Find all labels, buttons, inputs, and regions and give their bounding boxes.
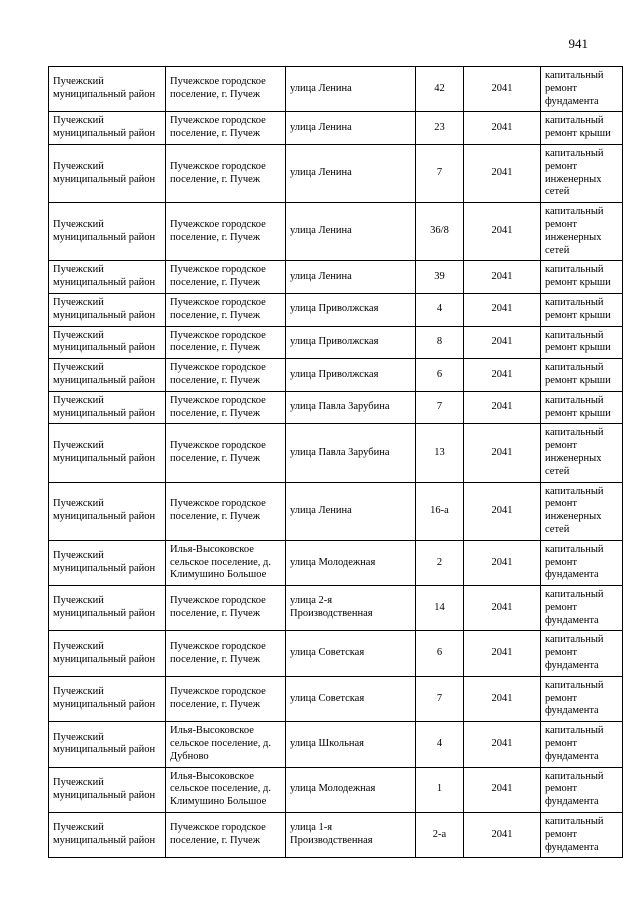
cell-work-type: капитальный ремонт крыши <box>541 326 623 359</box>
cell-district: Пучежский муниципальный район <box>49 359 166 392</box>
cell-district: Пучежский муниципальный район <box>49 261 166 294</box>
cell-year: 2041 <box>464 631 541 676</box>
cell-district: Пучежский муниципальный район <box>49 326 166 359</box>
cell-year: 2041 <box>464 424 541 482</box>
table-row <box>49 144 623 202</box>
cell-house-number: 13 <box>416 424 464 482</box>
cell-house-number: 6 <box>416 359 464 392</box>
cell-settlement: Пучежское городское поселение, г. Пучеж <box>166 631 286 676</box>
cell-year: 2041 <box>464 722 541 767</box>
cell-work-type: капитальный ремонт крыши <box>541 261 623 294</box>
cell-street: улица Школьная <box>286 722 416 767</box>
table-row <box>49 112 623 145</box>
cell-house-number: 6 <box>416 631 464 676</box>
cell-district: Пучежский муниципальный район <box>49 540 166 585</box>
cell-settlement: Илья-Высоковское сельское поселение, д. Дубново <box>166 722 286 767</box>
cell-settlement: Илья-Высоковское сельское поселение, д. Климушино Большое <box>166 767 286 812</box>
cell-work-type: капитальный ремонт фундамента <box>541 767 623 812</box>
cell-work-type: капитальный ремонт крыши <box>541 391 623 424</box>
cell-district: Пучежский муниципальный район <box>49 676 166 721</box>
cell-district: Пучежский муниципальный район <box>49 112 166 145</box>
cell-house-number: 7 <box>416 676 464 721</box>
cell-year: 2041 <box>464 261 541 294</box>
cell-year: 2041 <box>464 67 541 112</box>
cell-street: улица 2-я Производственная <box>286 586 416 631</box>
cell-year: 2041 <box>464 359 541 392</box>
table-row <box>49 67 623 112</box>
cell-settlement: Пучежское городское поселение, г. Пучеж <box>166 326 286 359</box>
cell-street: улица Ленина <box>286 67 416 112</box>
cell-work-type: капитальный ремонт фундамента <box>541 540 623 585</box>
cell-year: 2041 <box>464 540 541 585</box>
cell-street: улица Ленина <box>286 203 416 261</box>
cell-house-number: 2-а <box>416 813 464 858</box>
table-row <box>49 261 623 294</box>
cell-house-number: 7 <box>416 391 464 424</box>
cell-street: улица Ленина <box>286 261 416 294</box>
cell-district: Пучежский муниципальный район <box>49 144 166 202</box>
cell-street: улица Ленина <box>286 112 416 145</box>
cell-year: 2041 <box>464 482 541 540</box>
cell-house-number: 1 <box>416 767 464 812</box>
table-row <box>49 424 623 482</box>
cell-year: 2041 <box>464 144 541 202</box>
cell-house-number: 2 <box>416 540 464 585</box>
cell-street: улица Советская <box>286 676 416 721</box>
cell-work-type: капитальный ремонт фундамента <box>541 722 623 767</box>
cell-settlement: Пучежское городское поселение, г. Пучеж <box>166 482 286 540</box>
cell-work-type: капитальный ремонт крыши <box>541 112 623 145</box>
cell-district: Пучежский муниципальный район <box>49 67 166 112</box>
cell-street: улица Приволжская <box>286 326 416 359</box>
cell-settlement: Пучежское городское поселение, г. Пучеж <box>166 144 286 202</box>
cell-work-type: капитальный ремонт фундамента <box>541 676 623 721</box>
cell-work-type: капитальный ремонт инженерных сетей <box>541 144 623 202</box>
cell-district: Пучежский муниципальный район <box>49 631 166 676</box>
cell-house-number: 7 <box>416 144 464 202</box>
cell-house-number: 36/8 <box>416 203 464 261</box>
cell-settlement: Пучежское городское поселение, г. Пучеж <box>166 293 286 326</box>
cell-house-number: 4 <box>416 293 464 326</box>
cell-district: Пучежский муниципальный район <box>49 586 166 631</box>
cell-year: 2041 <box>464 293 541 326</box>
cell-year: 2041 <box>464 767 541 812</box>
cell-street: улица Приволжская <box>286 293 416 326</box>
table-row <box>49 540 623 585</box>
cell-district: Пучежский муниципальный район <box>49 813 166 858</box>
repair-schedule-table <box>48 66 623 858</box>
cell-district: Пучежский муниципальный район <box>49 391 166 424</box>
cell-work-type: капитальный ремонт крыши <box>541 293 623 326</box>
cell-settlement: Пучежское городское поселение, г. Пучеж <box>166 676 286 721</box>
cell-work-type: капитальный ремонт фундамента <box>541 631 623 676</box>
cell-street: улица Молодежная <box>286 540 416 585</box>
cell-district: Пучежский муниципальный район <box>49 203 166 261</box>
cell-year: 2041 <box>464 676 541 721</box>
cell-year: 2041 <box>464 326 541 359</box>
cell-street: улица 1-я Производственная <box>286 813 416 858</box>
cell-work-type: капитальный ремонт фундамента <box>541 67 623 112</box>
cell-street: улица Ленина <box>286 482 416 540</box>
cell-work-type: капитальный ремонт инженерных сетей <box>541 482 623 540</box>
cell-house-number: 4 <box>416 722 464 767</box>
cell-work-type: капитальный ремонт фундамента <box>541 586 623 631</box>
cell-settlement: Пучежское городское поселение, г. Пучеж <box>166 391 286 424</box>
cell-year: 2041 <box>464 391 541 424</box>
cell-street: улица Ленина <box>286 144 416 202</box>
table-row <box>49 293 623 326</box>
cell-settlement: Пучежское городское поселение, г. Пучеж <box>166 359 286 392</box>
table-row <box>49 631 623 676</box>
cell-district: Пучежский муниципальный район <box>49 482 166 540</box>
table-row <box>49 586 623 631</box>
table-row <box>49 813 623 858</box>
cell-work-type: капитальный ремонт фундамента <box>541 813 623 858</box>
cell-year: 2041 <box>464 112 541 145</box>
cell-district: Пучежский муниципальный район <box>49 722 166 767</box>
table-row <box>49 767 623 812</box>
cell-settlement: Пучежское городское поселение, г. Пучеж <box>166 112 286 145</box>
table-row <box>49 722 623 767</box>
cell-year: 2041 <box>464 203 541 261</box>
table-row <box>49 676 623 721</box>
cell-street: улица Приволжская <box>286 359 416 392</box>
page-number: 941 <box>568 36 588 51</box>
cell-house-number: 23 <box>416 112 464 145</box>
cell-settlement: Пучежское городское поселение, г. Пучеж <box>166 813 286 858</box>
cell-work-type: капитальный ремонт инженерных сетей <box>541 424 623 482</box>
table-row <box>49 359 623 392</box>
table-row <box>49 203 623 261</box>
table-row <box>49 482 623 540</box>
cell-settlement: Пучежское городское поселение, г. Пучеж <box>166 67 286 112</box>
cell-house-number: 42 <box>416 67 464 112</box>
cell-street: улица Советская <box>286 631 416 676</box>
cell-settlement: Пучежское городское поселение, г. Пучеж <box>166 586 286 631</box>
cell-street: улица Павла Зарубина <box>286 424 416 482</box>
cell-settlement: Пучежское городское поселение, г. Пучеж <box>166 424 286 482</box>
cell-work-type: капитальный ремонт крыши <box>541 359 623 392</box>
cell-work-type: капитальный ремонт инженерных сетей <box>541 203 623 261</box>
cell-house-number: 16-а <box>416 482 464 540</box>
cell-district: Пучежский муниципальный район <box>49 293 166 326</box>
cell-street: улица Павла Зарубина <box>286 391 416 424</box>
cell-settlement: Пучежское городское поселение, г. Пучеж <box>166 203 286 261</box>
cell-street: улица Молодежная <box>286 767 416 812</box>
cell-district: Пучежский муниципальный район <box>49 424 166 482</box>
cell-settlement: Пучежское городское поселение, г. Пучеж <box>166 261 286 294</box>
cell-settlement: Илья-Высоковское сельское поселение, д. Климушино Большое <box>166 540 286 585</box>
cell-house-number: 8 <box>416 326 464 359</box>
cell-house-number: 39 <box>416 261 464 294</box>
table-row <box>49 391 623 424</box>
cell-district: Пучежский муниципальный район <box>49 767 166 812</box>
table-row <box>49 326 623 359</box>
cell-year: 2041 <box>464 813 541 858</box>
cell-house-number: 14 <box>416 586 464 631</box>
cell-year: 2041 <box>464 586 541 631</box>
